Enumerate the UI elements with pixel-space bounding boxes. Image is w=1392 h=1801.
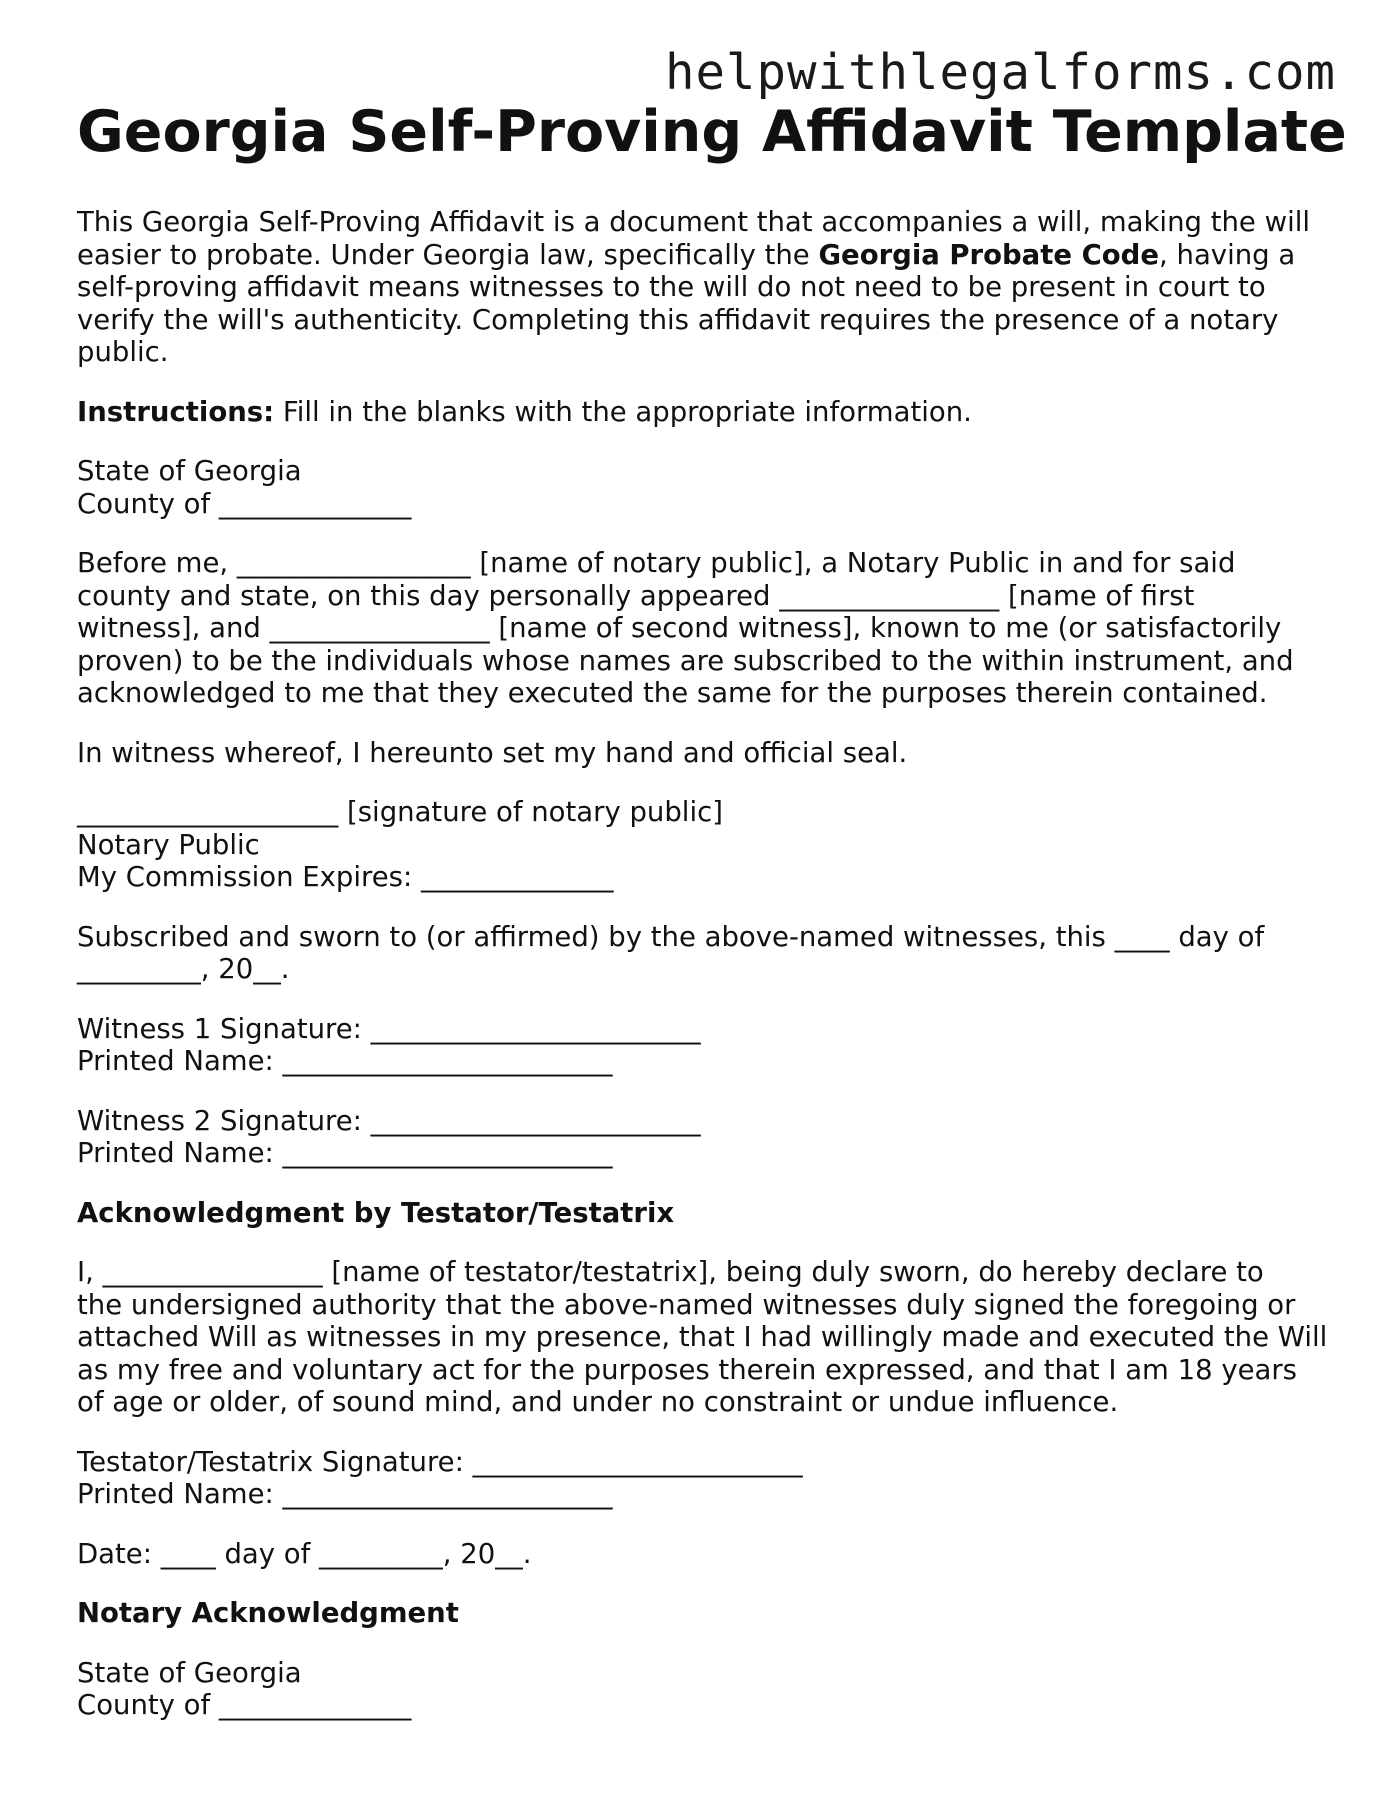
subscribed-paragraph (77, 921, 1327, 986)
notary-ack-heading (77, 1597, 1327, 1630)
testator-block (77, 1446, 1327, 1511)
intro-line-2 (77, 239, 1327, 272)
document-body (77, 96, 1347, 1749)
site-watermark: helpwithlegalforms.com (664, 44, 1336, 101)
instructions-text: Fill in the blanks with the appropriate information. (274, 395, 972, 428)
date-line: Date: ____ day of _________, 20__. (77, 1537, 532, 1570)
notary-ack-heading-text: Notary Acknowledgment (77, 1597, 459, 1629)
instructions-paragraph (77, 396, 1327, 429)
witness-1-signature-line: Witness 1 Signature: ________________________ (77, 1012, 701, 1045)
venue-county: County of ______________ (77, 487, 412, 520)
before-me-line-4: proven) to be the individuals whose names are subscribed to the within instrument, and (77, 644, 1294, 677)
ack-line-1: I, ________________ [name of testator/testatrix], being duly sworn, do hereby declare to (77, 1256, 1264, 1288)
testator-signature-line: Testator/Testatrix Signature: ________________________ (77, 1445, 803, 1478)
acknowledgment-paragraph (77, 1256, 1327, 1419)
commission-expires-line: My Commission Expires: ______________ (77, 861, 614, 893)
witness-whereof-line: In witness whereof, I hereunto set my hand and official seal. (77, 736, 908, 769)
instructions-line (77, 396, 1327, 429)
notary-title: Notary Public (77, 828, 260, 861)
venue-state: State of Georgia (77, 455, 302, 487)
testator-printed-name-line: Printed Name: ________________________ (77, 1478, 613, 1510)
intro-line-3: self-proving affidavit means witnesses to the will do not need to be present in court to (77, 271, 1266, 303)
before-me-paragraph (77, 547, 1327, 710)
witness-1-printed-name-line: Printed Name: ________________________ (77, 1045, 613, 1077)
venue-2-county: County of ______________ (77, 1689, 412, 1721)
witness-whereof-paragraph (77, 737, 1327, 770)
subscribed-line-2: _________, 20__. (77, 953, 290, 985)
before-me-line-2: county and state, on this day personally appeared ________________ [name of first (77, 579, 1195, 612)
intro-paragraph (77, 206, 1327, 369)
intro-line-2a: easier to probate. Under Georgia law, specifically the (77, 238, 819, 271)
venue-block-2 (77, 1657, 1327, 1722)
witness-2-printed-name-line: Printed Name: ________________________ (77, 1137, 613, 1169)
before-me-line-1: Before me, _________________ [name of notary public], a Notary Public in and for said (77, 547, 1236, 579)
intro-line-2c: , having a (1159, 238, 1296, 271)
date-paragraph (77, 1538, 1327, 1571)
subscribed-line-1: Subscribed and sworn to (or affirmed) by the above-named witnesses, this ____ day of (77, 920, 1265, 953)
before-me-line-3: witness], and ________________ [name of second witness], known to me (or satisfactorily (77, 612, 1282, 644)
acknowledgment-heading (77, 1197, 1327, 1230)
probate-code-term: Georgia Probate Code (818, 238, 1160, 271)
ack-line-5: of age or older, of sound mind, and under no constraint or undue influence. (77, 1386, 1119, 1418)
ack-line-3: attached Will as witnesses in my presence, that I had willingly made and executed the Will (77, 1321, 1328, 1353)
page-title: Georgia Self-Proving Affidavit Template (77, 99, 1347, 165)
venue-2-state: State of Georgia (77, 1656, 302, 1689)
intro-line-4: verify the will's authenticity. Completing this affidavit requires the presence of a notary (77, 303, 1279, 336)
ack-line-4: as my free and voluntary act for the purposes therein expressed, and that I am 18 years (77, 1353, 1298, 1386)
venue-block (77, 455, 1327, 520)
before-me-line-5: acknowledged to me that they executed the same for the purposes therein contained. (77, 677, 1268, 709)
instructions-label: Instructions: (77, 395, 275, 428)
witness-2-block (77, 1105, 1327, 1170)
ack-line-2: the undersigned authority that the above-named witnesses duly signed the foregoing or (77, 1288, 1296, 1321)
intro-line-1: This Georgia Self-Proving Affidavit is a document that accompanies a will, making the will (77, 206, 1310, 238)
witness-2-signature-line: Witness 2 Signature: ________________________ (77, 1104, 701, 1137)
notary-signature-line: ___________________ [signature of notary public] (77, 796, 723, 828)
witness-1-block (77, 1013, 1327, 1078)
acknowledgment-heading-text: Acknowledgment by Testator/Testatrix (77, 1196, 675, 1229)
intro-line-5: public. (77, 336, 169, 368)
notary-signature-block (77, 796, 1327, 894)
